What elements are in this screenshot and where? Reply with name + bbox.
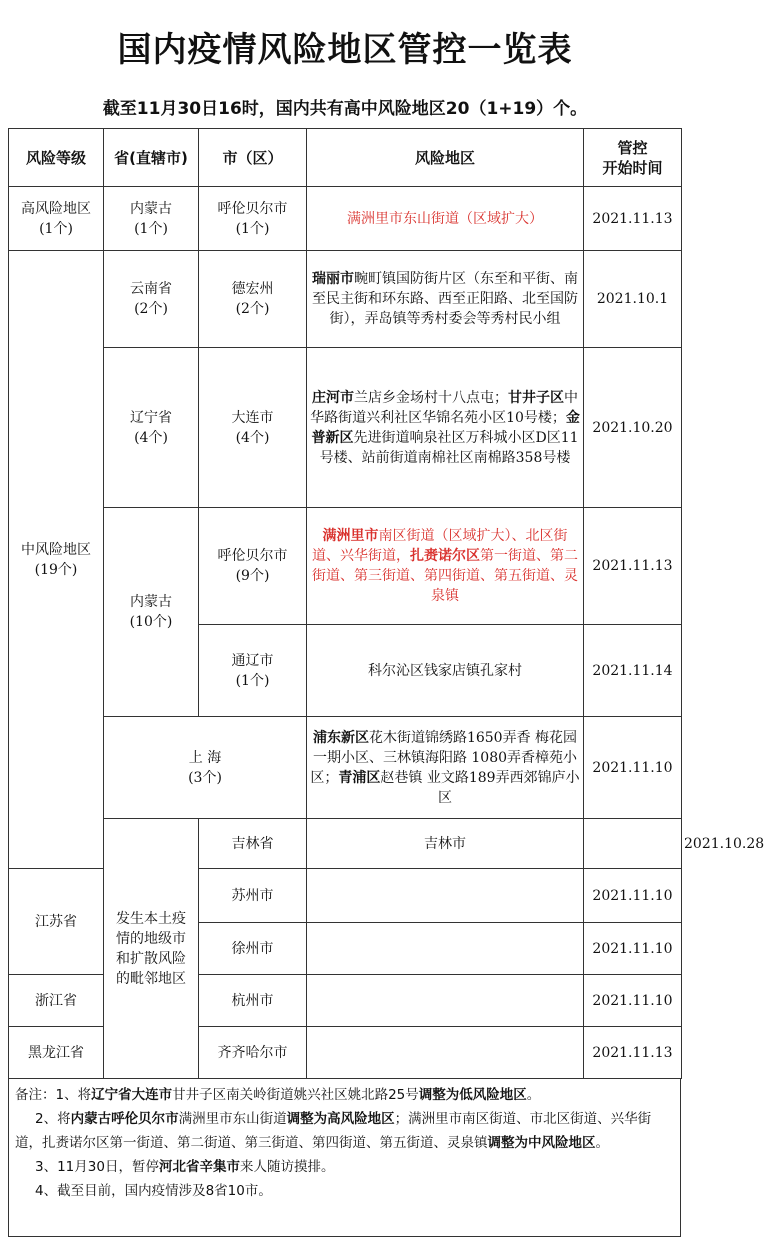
- area-detail: 中华路街道兴利社区华锦名苑小区10号楼；: [310, 389, 578, 426]
- table-row-liaoning: [9, 348, 682, 508]
- header-date-line2: 开始时间: [602, 158, 663, 177]
- level-cell-high: [9, 187, 104, 251]
- date-cell: 2021.11.10: [584, 975, 682, 1027]
- province-cell: [104, 348, 199, 508]
- date-cell: 2021.11.13: [584, 1027, 682, 1079]
- area-district: 扎赉诺尔区: [410, 548, 480, 564]
- province-cell: [104, 187, 199, 251]
- area-district: 青浦区: [338, 769, 381, 786]
- note-emphasis: 辽宁省大连市: [91, 1087, 173, 1103]
- note-emphasis: 调整为高风险地区: [286, 1111, 395, 1127]
- level-count: (1个): [39, 220, 73, 237]
- area-detail: 第一街道、第二街道、第三街道、第四街道、第五街道、灵泉镇: [312, 548, 578, 604]
- city-cell: 吉林市: [307, 819, 584, 869]
- page-title: 国内疫情风险地区管控一览表: [117, 30, 573, 70]
- city-cell: [199, 251, 307, 348]
- area-detail: 先进街道响泉社区万科城小区D区11号楼、站前街道南棉社区南棉路358号楼: [319, 429, 579, 466]
- province-count: (3个): [188, 769, 222, 786]
- province-count: (10个): [129, 614, 173, 630]
- area-detail: 花木街道锦绣路1650弄香 梅花园一期小区、三林镇海阳路 1080弄香樟苑小区；: [310, 729, 578, 786]
- header-level: 风险等级: [9, 129, 104, 187]
- note-2: [15, 1107, 674, 1155]
- note-text: 。: [595, 1135, 609, 1151]
- city-label: 呼伦贝尔市: [217, 200, 288, 217]
- area-district: 满洲里市: [322, 528, 379, 544]
- notes-section: [8, 1079, 681, 1237]
- date-cell: 2021.11.13: [584, 508, 682, 625]
- area-cell: 满洲里市东山街道（区域扩大）: [307, 187, 584, 251]
- province-cell: 吉林省: [199, 819, 307, 869]
- city-count: (4个): [235, 429, 270, 446]
- province-cell: [104, 251, 199, 348]
- area-cell: [307, 348, 584, 508]
- province-label: 内蒙古: [130, 200, 172, 217]
- city-cell: [199, 625, 307, 717]
- area-detail: 南区街道（区域扩大）、北区街道、兴华街道，: [312, 528, 568, 564]
- level-cell-adjacent: 发生本土疫情的地级市和扩散风险的毗邻地区: [104, 819, 199, 1079]
- note-text: 备注：1、将: [15, 1087, 92, 1103]
- area-cell: [307, 923, 584, 975]
- date-cell: 2021.11.10: [584, 717, 682, 819]
- note-3: [15, 1155, 674, 1179]
- city-cell: 齐齐哈尔市: [199, 1027, 307, 1079]
- area-district: 庄河市: [312, 389, 354, 406]
- area-cell: [307, 508, 584, 625]
- date-cell: 2021.11.14: [584, 625, 682, 717]
- note-1: [15, 1083, 674, 1107]
- province-cell: [104, 508, 199, 717]
- table-row-high: [9, 187, 682, 251]
- area-cell: [584, 819, 682, 869]
- risk-area-table: [8, 128, 764, 1079]
- date-cell: 2021.11.10: [584, 869, 682, 923]
- city-label: 大连市: [231, 409, 274, 426]
- header-province: 省(直辖市): [104, 129, 199, 187]
- level-label: 中风险地区: [21, 541, 91, 558]
- city-label: 通辽市: [231, 652, 274, 669]
- note-text: ；满洲里市南区街道、市北区街道、兴华街道，扎赉诺尔区第一街道、第二街道、第三街道、第四街道、第五街道、灵泉镇: [15, 1111, 652, 1151]
- date-cell: 2021.11.13: [584, 187, 682, 251]
- note-emphasis: 内蒙古呼伦贝尔市: [70, 1111, 179, 1127]
- level-count: (19个): [34, 561, 78, 578]
- level-cell-mid: [9, 251, 104, 869]
- province-cell: 江苏省: [9, 869, 104, 975]
- header-date-line1: 管控: [617, 138, 648, 157]
- area-detail: 畹町镇国防街片区（东至和平街、南至民主街和环东路、西至正阳路、北至国防街），弄岛镇等秀村委会等秀村民小组: [312, 271, 578, 327]
- table-header-row: [9, 129, 682, 187]
- header-area: 风险地区: [307, 129, 584, 187]
- area-detail: 赵巷镇 业文路189弄西郊锦庐小区: [380, 769, 580, 806]
- note-emphasis: 调整为中风险地区: [487, 1135, 596, 1151]
- date-cell: 2021.11.10: [584, 923, 682, 975]
- table-row-yunnan: [9, 251, 682, 348]
- note-text: 甘井子区南关岭街道姚兴社区姚北路25号: [172, 1087, 419, 1103]
- city-cell: 杭州市: [199, 975, 307, 1027]
- province-cell: 黑龙江省: [9, 1027, 104, 1079]
- province-label: 辽宁省: [130, 409, 172, 426]
- city-label: 德宏州: [231, 281, 274, 297]
- note-text: 满洲里市东山街道: [178, 1111, 287, 1127]
- area-cell: [307, 869, 584, 923]
- date-cell: 2021.10.20: [584, 348, 682, 508]
- province-label: 内蒙古: [130, 594, 172, 610]
- city-cell: [199, 348, 307, 508]
- header-city: 市（区）: [199, 129, 307, 187]
- province-count: (4个): [134, 429, 168, 446]
- city-count: (1个): [235, 672, 270, 689]
- table-row-jilin: 发生本土疫情的地级市和扩散风险的毗邻地区 吉林省 吉林市 2021.10.28: [9, 819, 682, 869]
- province-label: 上 海: [188, 749, 222, 766]
- header-date: [584, 129, 682, 187]
- level-label: 高风险地区: [21, 200, 91, 217]
- area-cell: [307, 975, 584, 1027]
- province-label: 云南省: [130, 281, 172, 297]
- note-text: 2、将: [35, 1111, 71, 1127]
- province-cell: 浙江省: [9, 975, 104, 1027]
- area-district: 瑞丽市: [312, 271, 354, 287]
- note-text: 3、11月30日，暂停: [35, 1159, 159, 1175]
- area-cell: 科尔沁区钱家店镇孔家村: [307, 625, 584, 717]
- city-cell: 苏州市: [199, 869, 307, 923]
- area-detail: 兰店乡金场村十八点屯；: [354, 389, 508, 406]
- area-district: 浦东新区: [312, 729, 369, 746]
- date-cell: 2021.10.1: [584, 251, 682, 348]
- city-cell: [199, 508, 307, 625]
- city-cell: [199, 187, 307, 251]
- note-4: 4、截至目前，国内疫情涉及8省10市。: [35, 1183, 272, 1199]
- province-count: (1个): [134, 220, 168, 237]
- city-count: (1个): [235, 220, 270, 237]
- table-row-shanghai: [9, 717, 682, 819]
- province-cell: [104, 717, 307, 819]
- city-count: (2个): [235, 301, 270, 317]
- table-row-hulunbuir: [9, 508, 682, 625]
- city-label: 呼伦贝尔市: [217, 548, 288, 564]
- city-count: (9个): [235, 568, 270, 584]
- area-cell: [307, 251, 584, 348]
- city-cell: 徐州市: [199, 923, 307, 975]
- note-emphasis: 河北省辛集市: [158, 1159, 240, 1175]
- area-district: 甘井子区: [508, 389, 564, 406]
- area-cell: [307, 1027, 584, 1079]
- note-text: 来人随访摸排。: [239, 1159, 335, 1175]
- note-emphasis: 调整为低风险地区: [418, 1087, 527, 1103]
- summary-line: 截至11月30日16时，国内共有高中风险地区20（1+19）个。: [102, 99, 588, 119]
- area-cell: [307, 717, 584, 819]
- area-district: 金普新区: [311, 409, 580, 446]
- province-count: (2个): [134, 301, 168, 317]
- note-text: 。: [526, 1087, 541, 1103]
